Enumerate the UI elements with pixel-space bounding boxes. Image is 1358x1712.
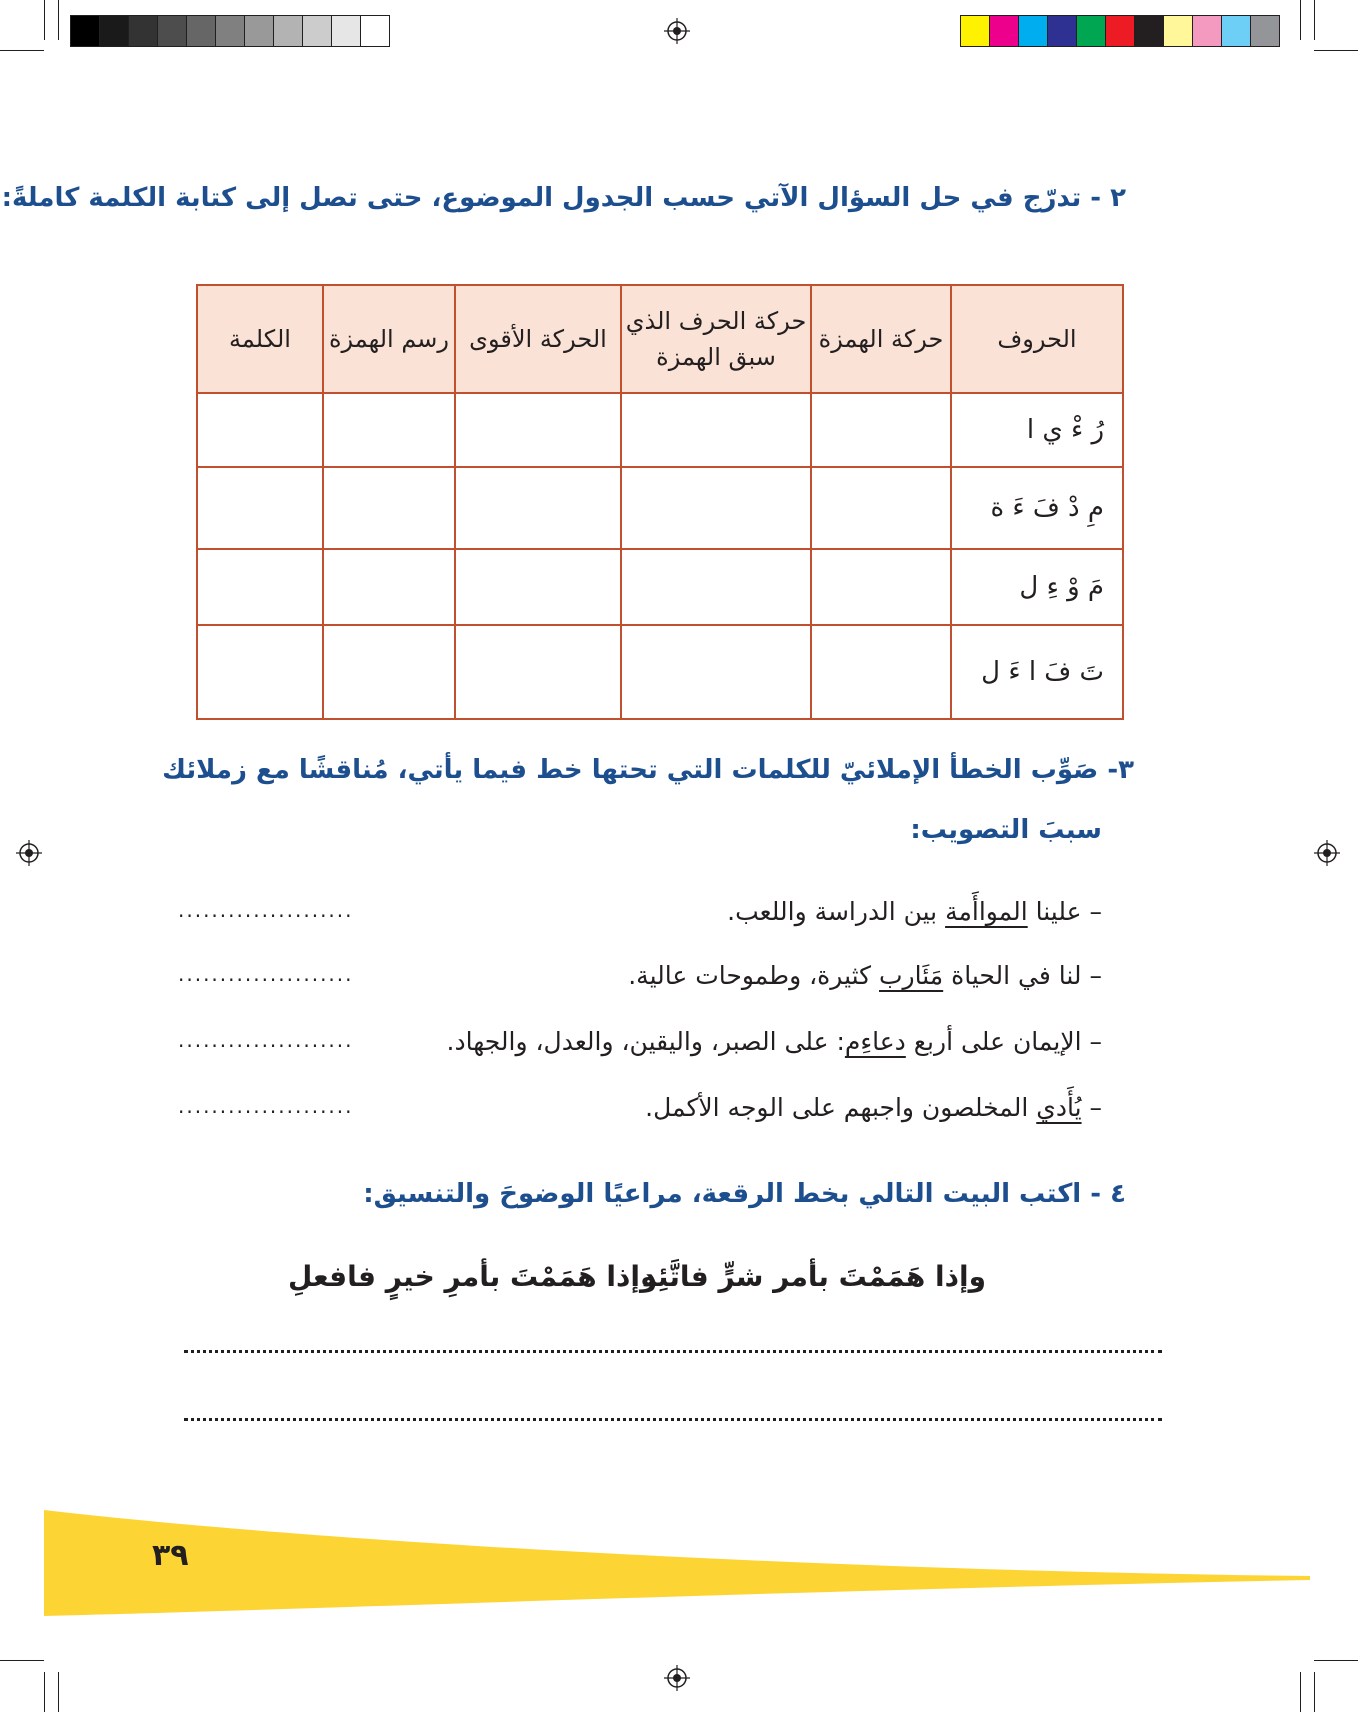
sentence-1: – علينا المواأَمة بين الدراسة واللعب.: [727, 897, 1102, 926]
exercise2-heading: ٢ - تدرّج في حل السؤال الآتي حسب الجدول الموضوع، حتى تصل إلى كتابة الكلمة كاملةً:: [1, 183, 1126, 213]
registration-mark-icon: [1314, 840, 1340, 866]
answer-dots[interactable]: .....................: [178, 962, 354, 986]
answer-cell[interactable]: [621, 393, 811, 467]
sentence-2: – لنا في الحياة مَئَارب كثيرة، وطموحات عالية.: [628, 961, 1102, 990]
header-letters: الحروف: [951, 285, 1123, 393]
header-strongest-vowel: الحركة الأقوى: [455, 285, 621, 393]
letters-cell: تَ فَ ا ءَ ل: [951, 625, 1123, 719]
letters-table: [196, 284, 1124, 720]
answer-cell[interactable]: [455, 625, 621, 719]
answer-cell[interactable]: [197, 549, 323, 625]
table-row: [197, 549, 1123, 625]
answer-cell[interactable]: [811, 467, 951, 549]
answer-cell[interactable]: [621, 549, 811, 625]
writing-line[interactable]: [184, 1418, 1162, 1421]
answer-cell[interactable]: [323, 393, 455, 467]
underlined-word: المواأَمة: [945, 897, 1028, 926]
letters-cell: مِ دْ فَ ءَ ة: [951, 467, 1123, 549]
verse-first-hemistich: وإذا هَمَمْتَ بأمر شرٍّ فاتَّئِد: [641, 1260, 986, 1293]
answer-cell[interactable]: [455, 549, 621, 625]
answer-dots[interactable]: .....................: [178, 1028, 354, 1052]
header-hamza-form: رسم الهمزة: [323, 285, 455, 393]
underlined-word: يُأَدي: [1036, 1093, 1082, 1122]
answer-cell[interactable]: [621, 467, 811, 549]
answer-cell[interactable]: [323, 625, 455, 719]
color-calibration-strip: [960, 15, 1280, 47]
answer-cell[interactable]: [811, 625, 951, 719]
registration-mark-icon: [664, 18, 690, 44]
answer-cell[interactable]: [197, 393, 323, 467]
table-row: [197, 467, 1123, 549]
table-row: [197, 393, 1123, 467]
answer-cell[interactable]: [455, 467, 621, 549]
answer-dots[interactable]: .....................: [178, 898, 354, 922]
answer-cell[interactable]: [811, 393, 951, 467]
letters-cell: رُ ءْ ي ا: [951, 393, 1123, 467]
exercise3-heading: ٣- صَوِّب الخطأ الإملائيّ للكلمات التي تحتها خط فيما يأتي، مُناقشًا مع زملائك: [162, 755, 1134, 785]
header-hamza-vowel: حركة الهمزة: [811, 285, 951, 393]
header-prev-letter-vowel: حركة الحرف الذي سبق الهمزة: [621, 285, 811, 393]
answer-cell[interactable]: [621, 625, 811, 719]
sentence-4: – يُأَدي المخلصون واجبهم على الوجه الأكمل.: [645, 1093, 1102, 1122]
answer-cell[interactable]: [323, 549, 455, 625]
exercise4-heading: ٤ - اكتب البيت التالي بخط الرقعة، مراعيًا الوضوحَ والتنسيق:: [363, 1179, 1126, 1209]
answer-cell[interactable]: [323, 467, 455, 549]
registration-mark-icon: [16, 840, 42, 866]
answer-dots[interactable]: .....................: [178, 1094, 354, 1118]
letters-cell: مَ وْ ءِ ل: [951, 549, 1123, 625]
registration-mark-icon: [664, 1665, 690, 1691]
sentence-3: – الإيمان على أربع دعاءِم: على الصبر، واليقين، والعدل، والجهاد.: [446, 1027, 1102, 1056]
verse-second-hemistich: وإذا هَمَمْتَ بأمرِ خيرٍ فافعلِ: [288, 1260, 658, 1293]
exercise3-heading-line2: سببَ التصويب:: [910, 815, 1102, 845]
answer-cell[interactable]: [197, 467, 323, 549]
header-word: الكلمة: [197, 285, 323, 393]
page-number: ٣٩: [152, 1538, 189, 1573]
writing-line[interactable]: [184, 1350, 1162, 1353]
answer-cell[interactable]: [197, 625, 323, 719]
grayscale-calibration-strip: [70, 15, 390, 47]
answer-cell[interactable]: [455, 393, 621, 467]
table-row: [197, 625, 1123, 719]
footer-band: [0, 1500, 1358, 1640]
underlined-word: دعاءِم: [844, 1027, 906, 1056]
table-header-row: [197, 285, 1123, 393]
answer-cell[interactable]: [811, 549, 951, 625]
underlined-word: مَئَارب: [879, 961, 944, 990]
